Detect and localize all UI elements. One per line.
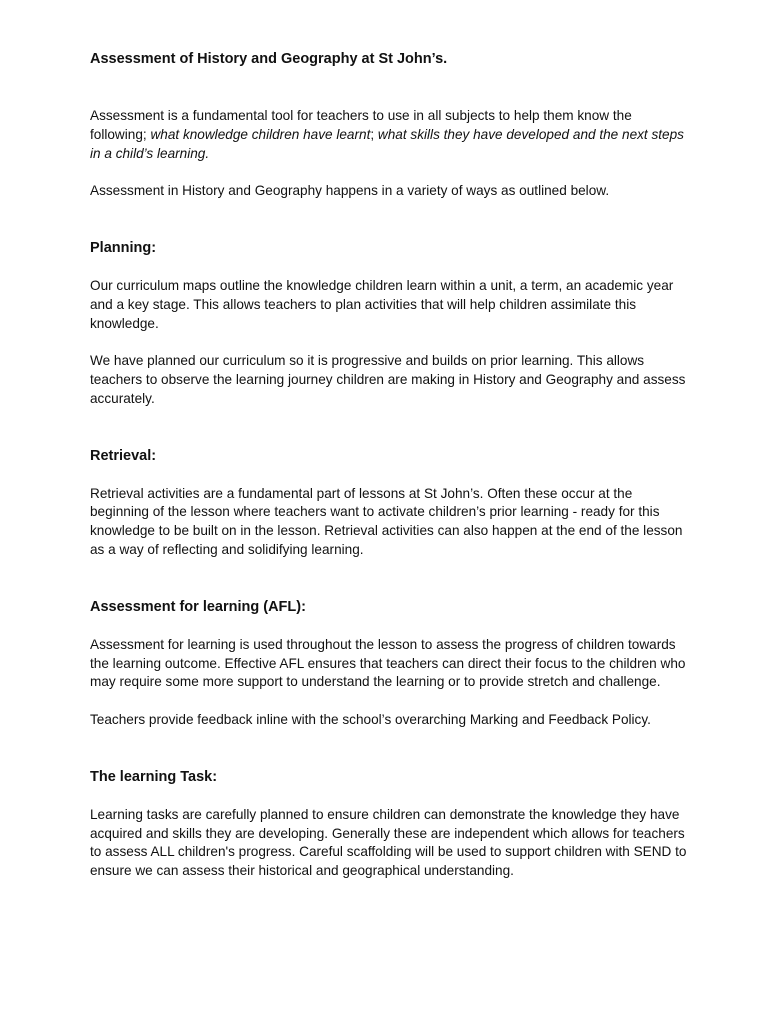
intro-separator: ; [370, 126, 378, 142]
section-heading-learning-task: The learning Task: [90, 768, 218, 785]
section-heading-planning: Planning: [90, 239, 157, 256]
section-heading-retrieval: Retrieval: [90, 447, 157, 464]
afl-paragraph-1: Assessment for learning is used throughout the lesson to assess the progress of children towards the learning outcome. Effective AFL ensures that teachers can direct their focus to the children who may require some more support to understand the learning or to provide stretch and challenge. [90, 636, 686, 690]
learning-task-paragraph: Learning tasks are carefully planned to ensure children can demonstrate the knowledge they have acquired and skills they are developing. Generally these are independent which allows for teachers to assess ALL children's progress. Careful scaffolding will be used to support children with SEND to ensure we can assess their historical and geographical understanding. [90, 806, 687, 879]
afl-paragraph-2: Teachers provide feedback inline with the school’s overarching Marking and Feedback Policy. [90, 711, 651, 727]
intro-paragraph-2: Assessment in History and Geography happens in a variety of ways as outlined below. [90, 183, 610, 199]
document-body [90, 49, 690, 881]
section-heading-afl: Assessment for learning (AFL): [90, 598, 306, 615]
intro-paragraph [90, 107, 690, 163]
intro-emphasis-knowledge: what knowledge children have learnt [150, 126, 371, 142]
planning-paragraph-1: Our curriculum maps outline the knowledge children learn within a unit, a term, an academic year and a key stage. This allows teachers to plan activities that will help children assimilate this knowledge. [90, 277, 674, 331]
intro-emphasis-skills: what skills they have developed and the next steps in a child’s learning. [90, 126, 684, 161]
retrieval-paragraph: Retrieval activities are a fundamental part of lessons at St John’s. Often these occur at the beginning of the lesson where teachers want to activate children’s prior learning - ready for this knowledge to be built on in the lesson. Retrieval activities can also happen at the end of the lesson as a way of reflecting and solidifying learning. [90, 485, 683, 557]
planning-paragraph-2: We have planned our curriculum so it is progressive and builds on prior learning. This allows teachers to observe the learning journey children are making in History and Geography and assess accurately. [90, 353, 686, 406]
intro-text: Assessment is a fundamental tool for teachers to use in all subjects to help them know the following; [90, 108, 632, 142]
document-title: Assessment of History and Geography at St John’s. [90, 51, 448, 67]
